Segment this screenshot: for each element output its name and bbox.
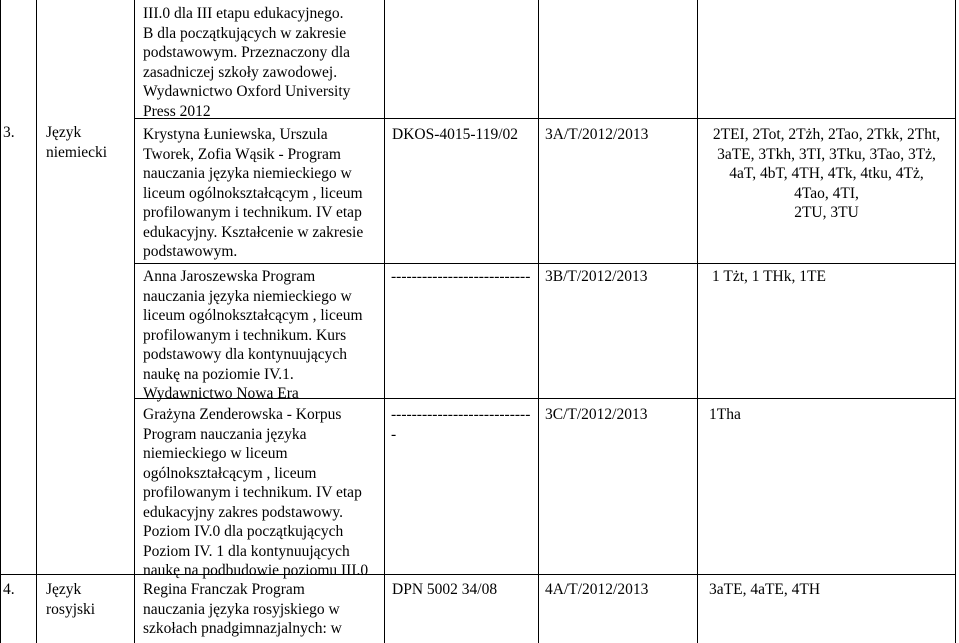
program-code: 3A/T/2012/2013 bbox=[545, 126, 649, 143]
column-divider bbox=[384, 0, 385, 643]
column-divider bbox=[697, 0, 698, 643]
program-description: Regina Franczak Program nauczania języka rosyjskiego w szkołach pnadgimnazjalnych: w bbox=[143, 581, 342, 637]
class-list: 2TEI, 2Tot, 2Tżh, 2Tao, 2Tkk, 2Tht, 3aTE, 3Tkh, 3TI, 3Tku, 3Tao, 3Tż, 4aT, 4bT, 4TH, 4Tk, 4tku, 4Tż, 4Tao, 4TI, 2TU, 3TU bbox=[712, 126, 941, 221]
column-divider bbox=[134, 0, 135, 643]
table-border-right bbox=[955, 0, 956, 643]
class-list: 1 Tżt, 1 THk, 1TE bbox=[712, 268, 826, 285]
program-description: Anna Jaroszewska Program nauczania języka niemieckiego w liceum ogólnokształcącym , liceum profilowanym i technikum. Kurs podstawowy dla kontynuujących naukę na poziomie IV.1. Wydawnictwo Nowa Era bbox=[143, 268, 363, 402]
column-divider bbox=[538, 0, 539, 643]
subject-name: Język niemiecki bbox=[46, 124, 108, 161]
class-list: 3aTE, 4aTE, 4TH bbox=[709, 581, 821, 598]
class-list: 1Tha bbox=[709, 406, 741, 423]
program-code: 3C/T/2012/2013 bbox=[545, 406, 648, 423]
program-description: Grażyna Zenderowska - Korpus Program nauczania języka niemieckiego w liceum ogólnokształcącym , liceum profilowanym i technikum. IV etap edukacyjny zakres podstawowy. Poziom IV.0 dla początkujących Poziom IV. 1 dla kontynuujących naukę na podbudowie poziomu III.0 bbox=[143, 406, 369, 579]
program-code: 4A/T/2012/2013 bbox=[545, 581, 649, 598]
program-description: III.0 dla III etapu edukacyjnego. B dla początkujących w zakresie podstawowym. Przeznaczony dla zasadniczej szkoły zawodowej. Wydawnictwo Oxford University Press 2012 bbox=[143, 5, 351, 120]
approval-number: --------------------------- - bbox=[391, 406, 531, 443]
program-code: 3B/T/2012/2013 bbox=[545, 268, 648, 285]
table-border-left bbox=[0, 0, 1, 643]
row-divider bbox=[134, 263, 956, 264]
program-description: Krystyna Łuniewska, Urszula Tworek, Zofia Wąsik - Program nauczania języka niemieckiego w liceum ogólnokształcącym , liceum profilowanym i technikum. IV etap edukacyjny. Kształcenie w zakresie podstawowym. bbox=[143, 126, 364, 260]
row-number: 4. bbox=[3, 581, 15, 598]
approval-number: DKOS-4015-119/02 bbox=[392, 126, 519, 143]
approval-number: --------------------------- bbox=[391, 268, 531, 285]
approval-number: DPN 5002 34/08 bbox=[392, 581, 498, 598]
subject-name: Język rosyjski bbox=[46, 581, 96, 618]
row-number: 3. bbox=[3, 124, 15, 141]
column-divider bbox=[36, 0, 37, 643]
